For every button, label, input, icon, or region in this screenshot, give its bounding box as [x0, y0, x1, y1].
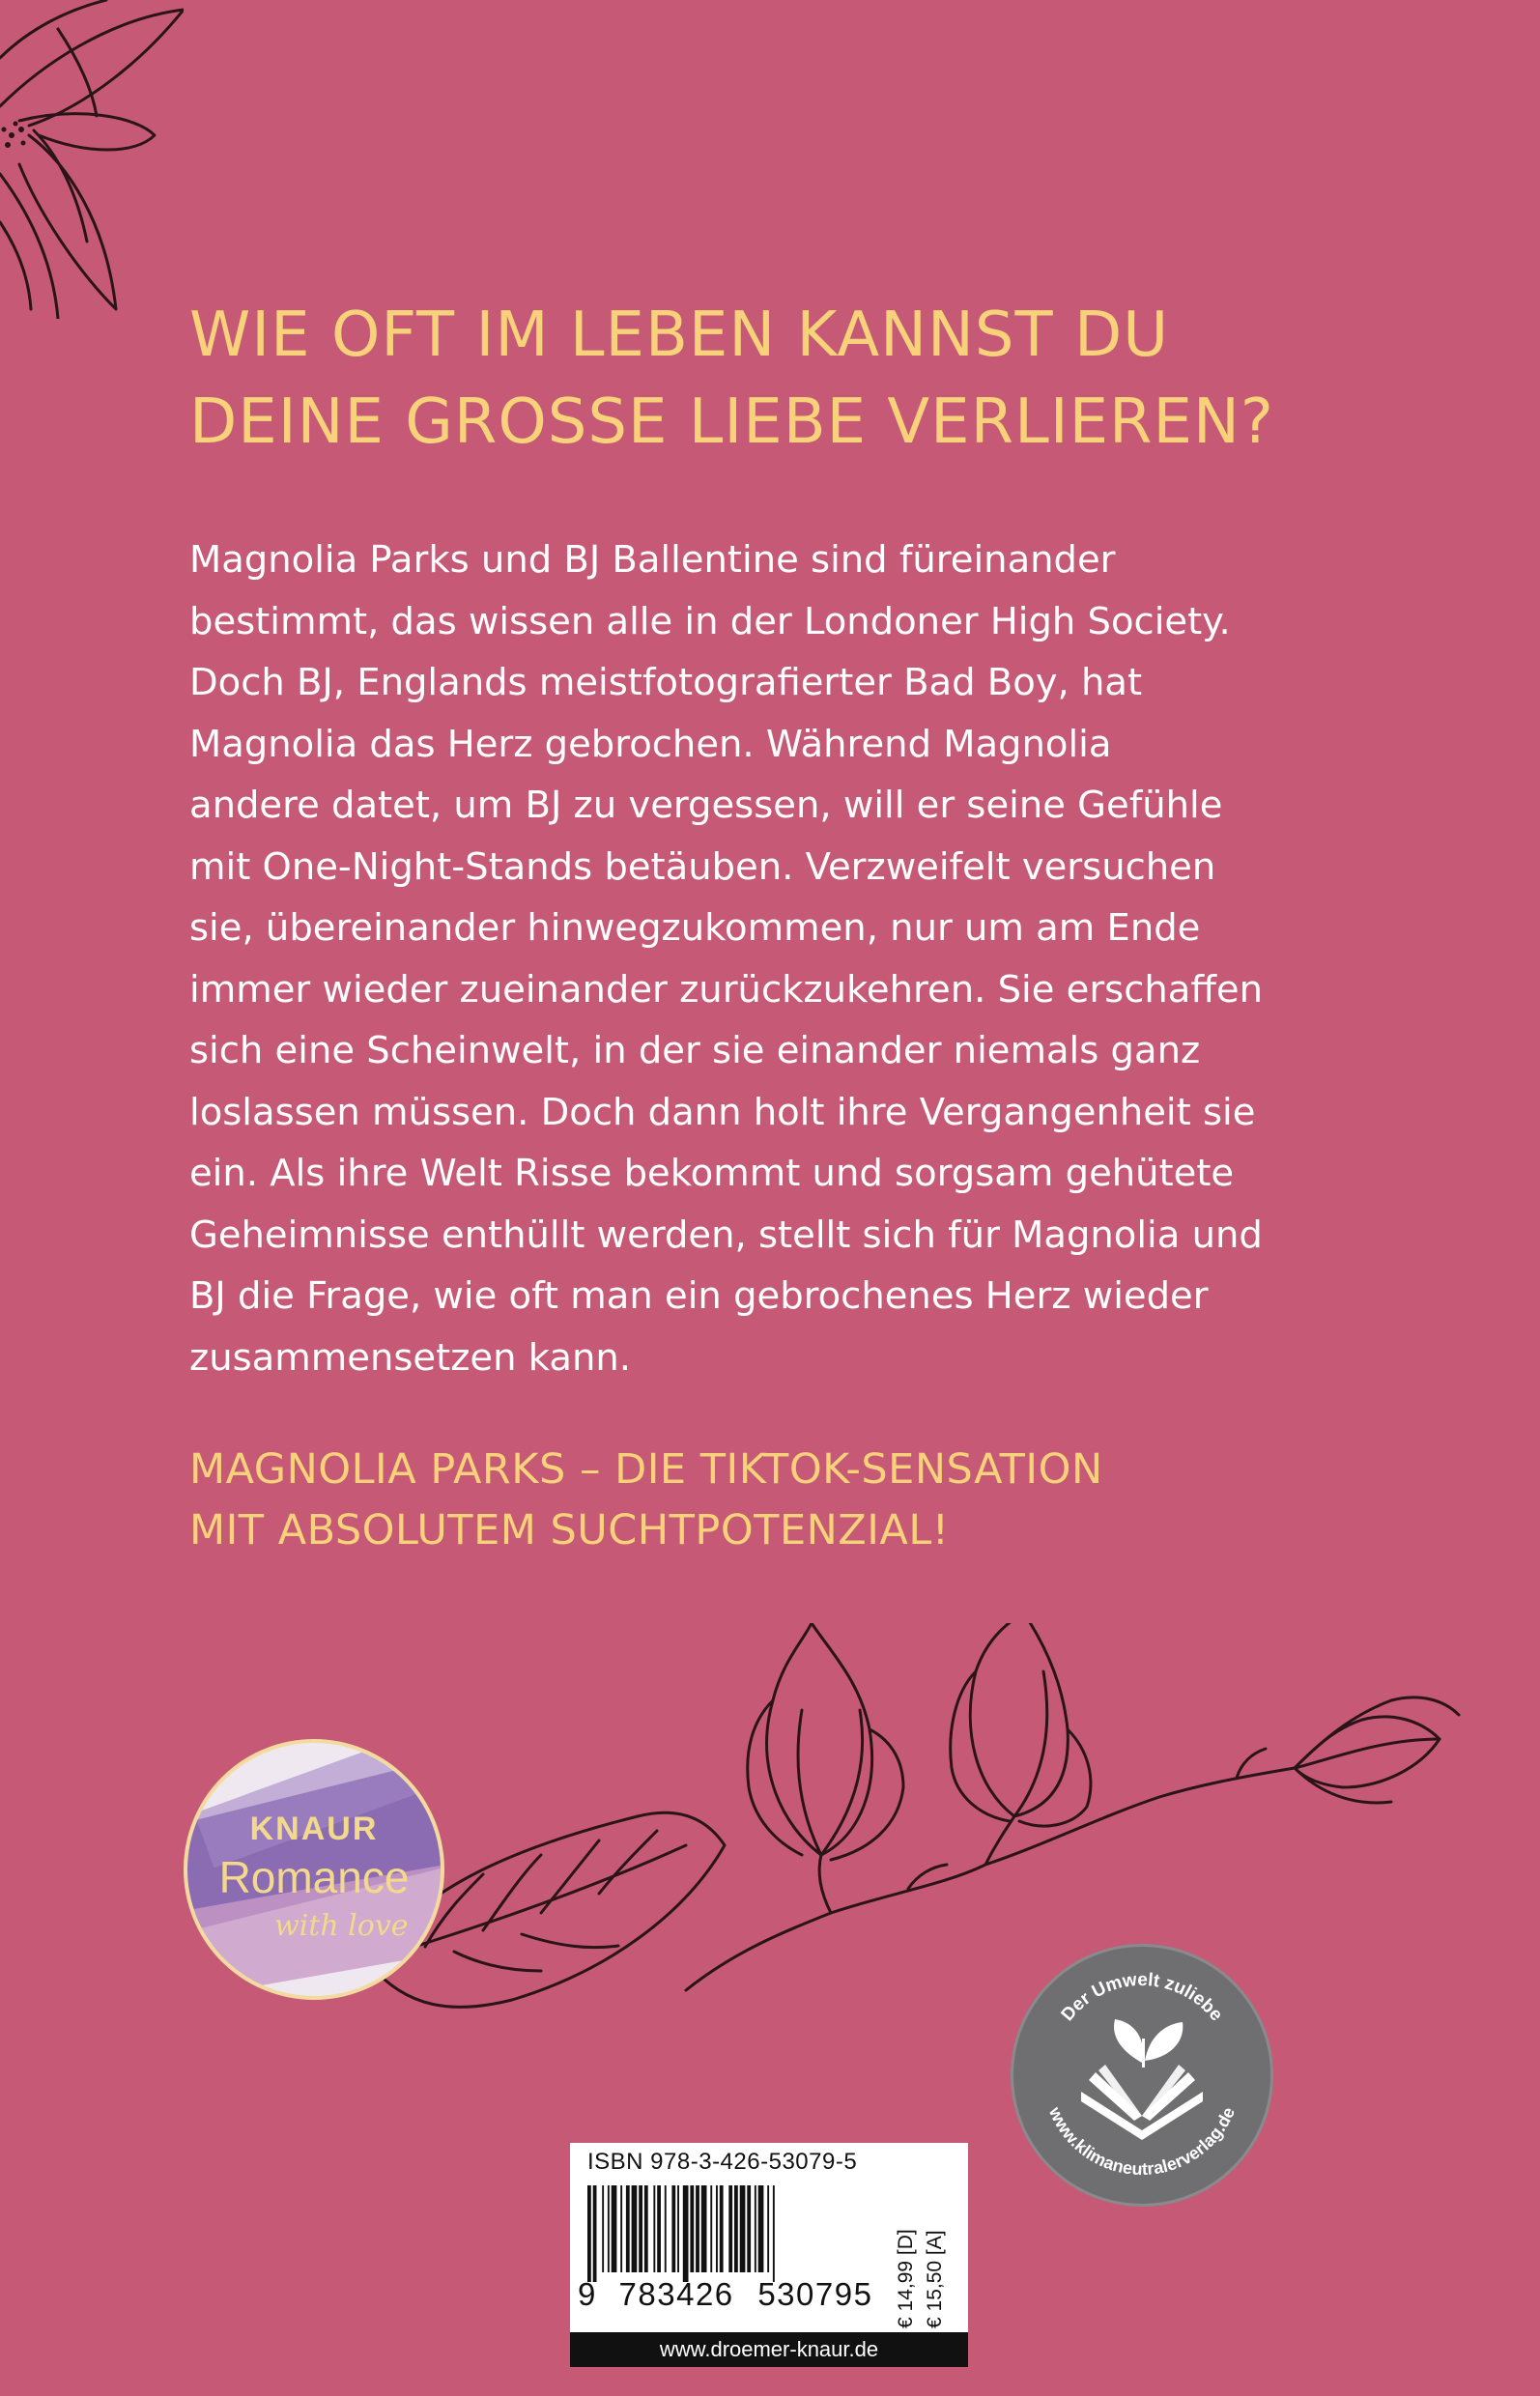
blurb-line: loslassen müssen. Doch dann holt ihre Vergangenheit sie — [189, 1090, 1256, 1134]
barcode-bar — [696, 2185, 699, 2272]
blurb-line: sie, übereinander hinwegzukommen, nur um am Ende — [189, 906, 1201, 950]
blurb-line: sich eine Scheinwelt, in der sie einander niemals ganz — [189, 1029, 1201, 1072]
barcode-bar — [677, 2185, 679, 2272]
eco-badge-top-text: Der Umwelt zuliebe — [1057, 1969, 1227, 2026]
svg-text:www.klimaneutralerverlag.de — [1044, 2103, 1239, 2179]
barcode-bar — [657, 2185, 661, 2272]
barcode-bar — [767, 2185, 769, 2272]
knaur-brand-label: KNAUR — [249, 1811, 379, 1847]
blurb-line: immer wieder zueinander zurückzukehren. Sie erschaffen — [189, 967, 1263, 1012]
blurb-line: Magnolia Parks und BJ Ballentine sind füreinander — [189, 538, 1116, 582]
magnolia-flower-top-illustration — [0, 0, 184, 319]
isbn-number: ISBN 978-3-426-53079-5 — [587, 2149, 858, 2175]
tagline — [189, 1440, 1349, 1561]
blurb-line: mit One-Night-Stands betäuben. Verzweifelt versuchen — [189, 844, 1216, 889]
blurb-line: zusammensetzen kann. — [189, 1335, 631, 1380]
barcode-bar — [716, 2185, 718, 2272]
blurb-line: Doch BJ, Englands meistfotografierter Bad Boy, hat — [189, 661, 1143, 704]
svg-text:Der Umwelt zuliebe — [1058, 1970, 1227, 2025]
barcode-bar — [755, 2185, 756, 2272]
barcode-bar — [728, 2185, 732, 2272]
magnolia-branch-illustration — [367, 1623, 1507, 2087]
barcode-bar — [612, 2185, 617, 2272]
publisher-website: www.droemer-knaur.de — [570, 2332, 968, 2367]
barcode-bar — [758, 2185, 764, 2272]
tagline-line-1: MAGNOLIA PARKS – DIE TIKTOK-SENSATION — [189, 1445, 1103, 1494]
barcode-bar — [620, 2185, 622, 2272]
barcode-bar — [734, 2185, 738, 2272]
barcode-bar — [690, 2185, 694, 2272]
barcode-bar — [683, 2185, 689, 2282]
barcode-bar — [710, 2185, 712, 2272]
knaur-romance-badge — [184, 1739, 444, 2000]
barcode-digit-group-1: 783426 — [618, 2276, 734, 2312]
blurb-line: Magnolia das Herz gebrochen. Während Magnolia — [189, 722, 1112, 766]
blurb-text — [189, 529, 1349, 1388]
barcode-bar — [639, 2185, 642, 2272]
blurb-line: bestimmt, das wissen alle in der Londoner High Society. — [189, 599, 1231, 643]
barcode-bar — [653, 2185, 655, 2272]
leaf-book-icon — [1081, 2019, 1203, 2140]
barcode-bar — [773, 2185, 775, 2282]
romance-imprint-label: Romance — [218, 1852, 410, 1902]
eco-badge-url-text: www.klimaneutralerverlag.de — [1044, 2103, 1240, 2180]
barcode-bar — [701, 2185, 707, 2272]
barcode-bar — [593, 2185, 597, 2282]
barcode-label — [570, 2143, 968, 2367]
headline-line-1: WIE OFT IM LEBEN KANNST DU — [189, 300, 1170, 371]
barcode-bar — [626, 2185, 630, 2272]
blurb-line: BJ die Frage, wie oft man ein gebrochenes Herz wieder — [189, 1274, 1209, 1318]
barcode-bar — [644, 2185, 648, 2272]
headline — [189, 292, 1397, 466]
tagline-line-2: MIT ABSOLUTEM SUCHTPOTENZIAL! — [189, 1506, 950, 1555]
climate-neutral-badge — [1011, 1944, 1273, 2207]
barcode-bar — [608, 2185, 610, 2272]
barcode-digits — [578, 2276, 872, 2313]
barcode-bar — [665, 2185, 667, 2272]
with-love-label: with love — [274, 1909, 409, 1943]
barcode-bar — [587, 2185, 591, 2282]
price-germany: € 14,99 [D] — [895, 2229, 917, 2328]
ean-barcode — [585, 2185, 880, 2282]
barcode-bar — [740, 2185, 746, 2272]
climate-neutral-badge-art — [1013, 1947, 1270, 2204]
barcode-bar — [720, 2185, 724, 2272]
price-austria: € 15,50 [A] — [924, 2230, 946, 2328]
blurb-line: ein. Als ihre Welt Risse bekommt und sorgsam gehütete — [189, 1152, 1235, 1195]
barcode-bar — [632, 2185, 638, 2272]
price-block — [891, 2187, 958, 2328]
barcode-digit-group-2: 530795 — [757, 2276, 873, 2312]
barcode-bar — [747, 2185, 751, 2272]
barcode-digit-prefix: 9 — [578, 2276, 597, 2312]
headline-line-2: DEINE GROSSE LIEBE VERLIEREN? — [189, 386, 1274, 458]
blurb-line: Geheimnisse enthüllt werden, stellt sich für Magnolia und — [189, 1212, 1263, 1257]
blurb-line: andere datet, um BJ zu vergessen, will er seine Gefühle — [189, 784, 1223, 827]
barcode-bar — [671, 2185, 675, 2272]
barcode-bar — [602, 2185, 604, 2272]
